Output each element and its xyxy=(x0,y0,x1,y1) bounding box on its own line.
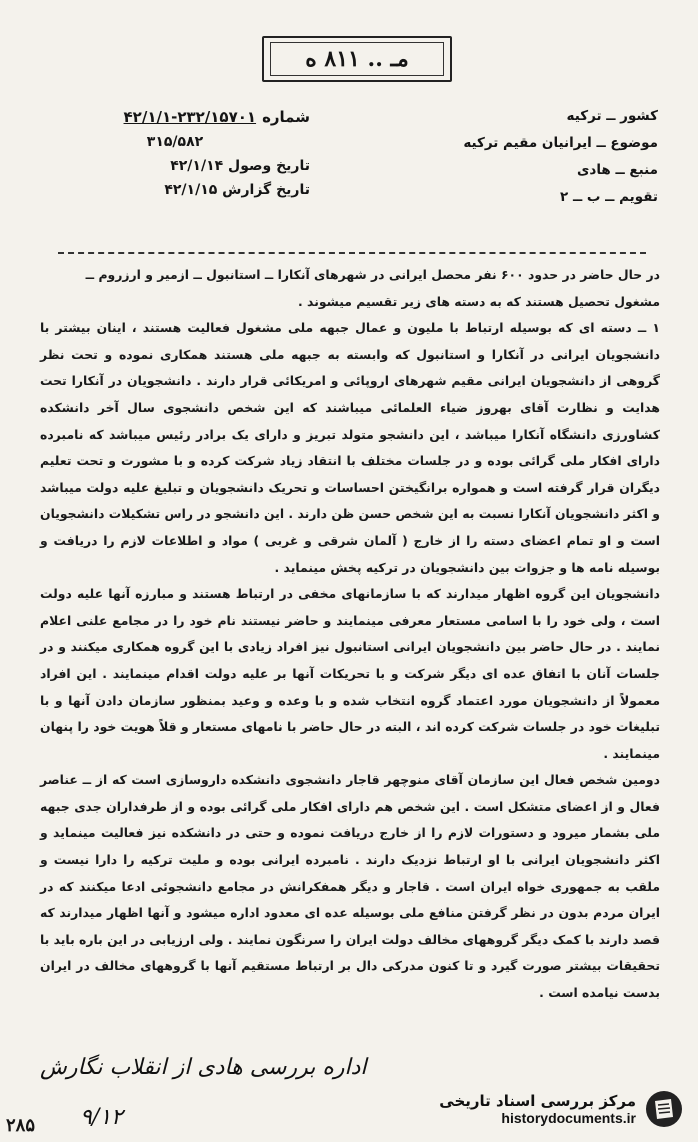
number-row xyxy=(40,108,310,126)
rating-line: تقویم ــ ب ــ ۲ xyxy=(560,189,658,205)
watermark-url: historydocuments.ir xyxy=(501,1110,636,1126)
number-value: ۴۲/۱/۱-۲۳۲/۱۵۷۰۱ xyxy=(123,108,257,126)
archive-watermark xyxy=(384,1084,684,1134)
paragraph: دانشجویان این گروه اظهار میدارند که با سازمانهای مخفی در ارتباط هستند و مبارزه آنها علیه دولت است ، ولی خود را با اسامی مستعار معرفی مینمایند و حاضر نیستند نام خود را در مجامع علنی اعلام نمایند . در حال حاضر بین دانشجویان ایرانی استانبول نیز افراد زیادی با این گروه همکاری میکنند و در جلسات آنان با اتفاق عده ای دیگر شرکت و با تحریکات آنها بر علیه دولت اقدام مینمایند . این افراد معمولاً از دانشجویان مورد اعتماد گروه انتخاب شده و با وعده و وعید بمنظور سازمان دادن آنها و با تبلیغات خود در جلسات شرکت کرده اند ، البته در حال حاضر با نامهای مستعار و قلاً هویت خود را پنهان مینمایند . xyxy=(40,586,660,761)
paragraph: ۱ ــ دسته ای که بوسیله ارتباط با ملیون و عمال جبهه ملی مشغول فعالیت هستند ، اینان بیشتر با دانشجویان ایرانی در آنکارا و استانبول که وابسته به جبهه ملی هستند همکاری نموده و تحت نظر گروهی از دانشجویان ایرانی مقیم شهرهای اروپائی و امریکائی قرار دارند . دانشجویان در آنکارا تحت هدایت و نظارت آقای بهروز ضیاء العلمائی میباشند که این شخص دانشجوی سال آخر دانشکده کشاورزی دانشگاه آنکارا میباشد ، این دانشجو متولد تبریز و دارای یک برادر رئیس میباشد که نامبرده دارای افکار ملی گرائی بوده و در جلسات مختلف با انتقاد زیاد شرکت کرده و با مشورت و تحت تعلیم دیگران قرار گرفته است و همواره برانگیختن احساسات و تحریک دانشجویان و تبلیغ علیه دولت میباشد و اکثر دانشجویان آنکارا نسبت به این شخص حسن ظن دارند . این دانشجو در راس تشکیلات دانشجویان است و او تمام اعضای دسته را از خارج ( آلمان شرقی و غربی ) مواد و اطلاعات لازم را دریافت و بوسیله نامه ها و جزوات بین دانشجویان در ترکیه پخش مینماید . xyxy=(40,320,660,575)
number-label: شماره xyxy=(262,108,310,126)
received-date: تاریخ وصول ۴۲/۱/۱۴ xyxy=(170,158,310,174)
paragraph: دومین شخص فعال این سازمان آقای منوچهر قاجار دانشجوی دانشکده داروسازی است که از ــ عناصر فعال و از اعضای متشکل است . این شخص هم دارای افکار ملی گرائی بوده و از طرفداران جدی جبهه ملی بشمار میرود و دستورات لازم را از خارج دریافت نموده و حتی در دانشکده نیز فعالیت مینماید و اکثر دانشجویان ایرانی با او ارتباط نزدیک دارند . نامبرده ایرانی بوده و ملیت ترکیه را دارا نیست و ملقب به جمهوری خواه ایران است . قاجار و دیگر همفکرانش در مجامع دانشجوئی ادعا میکنند که در ایران مردم بدون در نظر گرفتن منافع ملی بوسیله عده ای معدود اداره میشود و آنها اظهار میدارند که قصد دارند با کمک دیگر گروههای مخالف دولت ایران را سرنگون نمایند . ولی ارزیابی در این باره باید با تحقیقات بیشتر صورت گیرد و تا کنون مدرکی دال بر ارتباط مستقیم آنها با گروههای مخالف در ایران بدست نیامده است . xyxy=(39,772,660,1001)
country-line: کشور ــ ترکیه xyxy=(566,108,658,124)
watermark-text xyxy=(439,1092,636,1126)
handwritten-code: ۹/۱۲ xyxy=(80,1105,123,1130)
header-divider xyxy=(58,252,646,254)
file-number-stamp xyxy=(262,36,452,82)
watermark-title: مرکز بررسی اسناد تاریخی xyxy=(439,1092,636,1110)
source-line: منبع ــ هادی xyxy=(577,162,658,178)
secondary-number: ۳۱۵/۵۸۲ xyxy=(146,134,204,150)
page-number: ۲۸۵ xyxy=(6,1115,36,1136)
paragraph: مشغول تحصیل هستند که به دسته های زیر تقسیم میشوند . xyxy=(298,293,660,309)
paragraph: در حال حاضر در حدود ۶۰۰ نفر محصل ایرانی در شهرهای آنکارا ــ استانبول ــ ازمیر و ارزروم ــ xyxy=(85,267,660,282)
stamp-text: مـ .. ۸۱۱ ه xyxy=(305,46,409,72)
report-date: تاریخ گزارش ۴۲/۱/۱۵ xyxy=(164,182,310,198)
report-body xyxy=(40,262,660,1007)
document-number-block xyxy=(40,108,310,198)
signature-text: اداره بررسی هادی از انقلاب نگارش xyxy=(40,1055,367,1080)
archive-logo-icon xyxy=(644,1089,684,1129)
metadata-block xyxy=(358,108,658,216)
handwritten-signature xyxy=(40,1055,367,1080)
subject-line: موضوع ــ ایرانیان مقیم ترکیه xyxy=(463,135,658,151)
